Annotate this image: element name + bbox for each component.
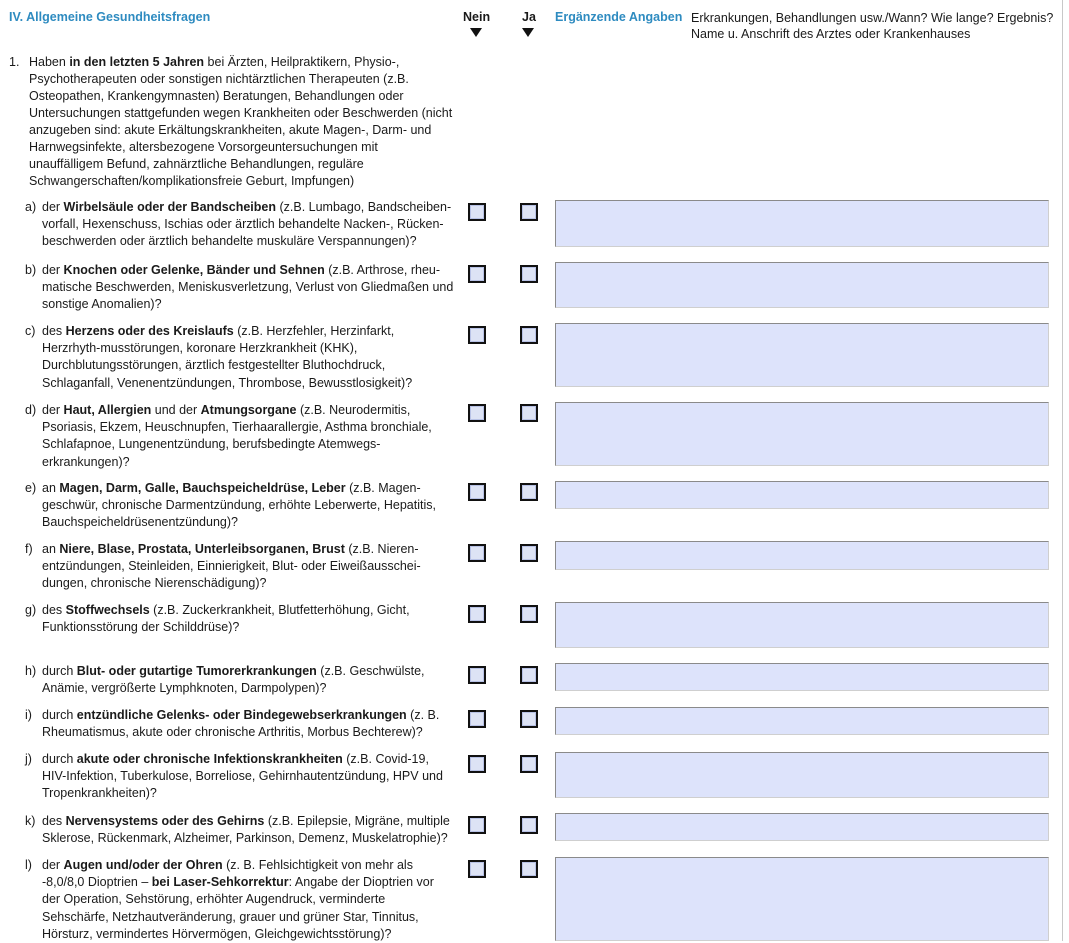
subquestion-j: j) durch akute oder chronische Infektionskrankheiten (z.B. Covid-19, HIV-Infektion, Tuberkulose, Borreliose, Gehirnhautentzündung, HPV und Tropenkrankheiten)?: [25, 752, 443, 801]
subquestion-l: l) der Augen und/oder der Ohren (z. B. Fehlsichtigkeit von mehr als -8,0/8,0 Dioptrien – bei Laser-Sehkorrektur: Angabe der Dioptrien vor der Operation, Sehstörung, erhöhter Augendruck, verminderte Sehschärfe, Netzhautveränderung, grauer und grüner Star, Tinnitus, Hörsturz, vermindertes Hörvermögen, Gleichgewichtsstörung)?: [25, 858, 434, 941]
subquestion-k: k) des Nervensystems oder des Gehirns (z.B. Epilepsie, Migräne, multiple Sklerose, Rückenmark, Alzheimer, Parkinson, Demenz, Muskelatrophie)?: [25, 814, 450, 846]
subquestion-h: h) durch Blut- oder gutartige Tumorerkrankungen (z.B. Geschwülste, Anämie, vergrößerte Lymphknoten, Darmpolypen)?: [25, 664, 425, 696]
checkbox-yes-j[interactable]: [520, 755, 538, 773]
subquestion-b: b) der Knochen oder Gelenke, Bänder und Sehnen (z.B. Arthrose, rheu-matische Beschwerden, Meniskusverletzung, Verlust von Gliedmaßen und sonstige Anomalien)?: [25, 263, 454, 312]
checkbox-no-e[interactable]: [468, 483, 486, 501]
checkbox-yes-k[interactable]: [520, 816, 538, 834]
subquestion-g: g) des Stoffwechsels (z.B. Zuckerkrankheit, Blutfetterhöhung, Gicht, Funktionsstörung der Schilddrüse)?: [25, 603, 410, 635]
checkbox-yes-l[interactable]: [520, 860, 538, 878]
details-field-e[interactable]: [555, 481, 1049, 509]
details-field-a[interactable]: [555, 200, 1049, 247]
checkbox-yes-c[interactable]: [520, 326, 538, 344]
subquestion-a: a) der Wirbelsäule oder der Bandscheiben (z.B. Lumbago, Bandscheiben-vorfall, Hexenschuss, Ischias oder ärztlich behandelte Nacken-, Rücken-beschwerden oder ärztlich behandelte muskuläre Verspannungen)?: [25, 200, 452, 249]
details-field-h[interactable]: [555, 663, 1049, 691]
checkbox-no-d[interactable]: [468, 404, 486, 422]
checkbox-yes-b[interactable]: [520, 265, 538, 283]
checkbox-no-f[interactable]: [468, 544, 486, 562]
column-description: Erkrankungen, Behandlungen usw./Wann? Wie lange? Ergebnis? Name u. Anschrift des Arztes oder Krankenhauses: [691, 11, 1054, 41]
checkbox-yes-h[interactable]: [520, 666, 538, 684]
checkbox-yes-f[interactable]: [520, 544, 538, 562]
checkbox-yes-a[interactable]: [520, 203, 538, 221]
column-header-additional: Ergänzende Angaben: [555, 10, 683, 24]
details-field-j[interactable]: [555, 752, 1049, 798]
question-text: Haben in den letzten 5 Jahren bei Ärzten, Heilpraktikern, Physio-, Psychotherapeuten oder sonstigen nichtärztlichen Therapeuten (z.B. Osteopathen, Krankengymnasten) Beratungen, Behandlungen oder Untersuchungen stattgefunden wegen Krankheiten oder Beschwerden (nicht anzugeben sind: akute Erkältungskrankheiten, akute Magen-, Darm- und Harnwegsinfekte, altersbezogene Vorsorgeuntersuchungen mit unauffälligem Befund, zahnärztliche Behandlungen, reguläre Schwangerschaften/komplikationsfreie Geburt, Impfungen): [29, 55, 453, 188]
checkbox-no-g[interactable]: [468, 605, 486, 623]
right-border-line: [1062, 0, 1063, 941]
checkbox-no-b[interactable]: [468, 265, 486, 283]
arrow-down-icon: [470, 28, 482, 37]
subquestion-d: d) der Haut, Allergien und der Atmungsorgane (z.B. Neurodermitis, Psoriasis, Ekzem, Heuschnupfen, Tierhaarallergie, Asthma bronchiale, Schlafapnoe, Lungenentzündung, berufsbedingte Atemwegs-erkrankungen)?: [25, 403, 432, 469]
details-field-b[interactable]: [555, 262, 1049, 308]
checkbox-no-l[interactable]: [468, 860, 486, 878]
details-field-i[interactable]: [555, 707, 1049, 735]
details-field-f[interactable]: [555, 541, 1049, 570]
checkbox-no-c[interactable]: [468, 326, 486, 344]
subquestion-e: e) an Magen, Darm, Galle, Bauchspeicheldrüse, Leber (z.B. Magen-geschwür, chronische Darmentzündung, erhöhte Leberwerte, Hepatitis, Bauchspeicheldrüsenentzündung)?: [25, 481, 436, 530]
column-header-yes: Ja: [522, 10, 536, 24]
column-header-no: Nein: [463, 10, 491, 24]
checkbox-no-i[interactable]: [468, 710, 486, 728]
checkbox-no-a[interactable]: [468, 203, 486, 221]
checkbox-no-k[interactable]: [468, 816, 486, 834]
question-number: 1.: [9, 55, 20, 69]
details-field-l[interactable]: [555, 857, 1049, 941]
checkbox-no-j[interactable]: [468, 755, 486, 773]
subquestion-c: c) des Herzens oder des Kreislaufs (z.B. Herzfehler, Herzinfarkt, Herzrhyth-musstörungen, koronare Herzkrankheit (KHK), Durchblutungsstörungen, ärztlich festgestellter Bluthochdruck, Schlaganfall, Venenentzündungen, Thrombose, Bewusstlosigkeit)?: [25, 324, 413, 390]
details-field-d[interactable]: [555, 402, 1049, 466]
section-title: IV. Allgemeine Gesundheitsfragen: [9, 10, 211, 24]
details-field-c[interactable]: [555, 323, 1049, 387]
checkbox-yes-i[interactable]: [520, 710, 538, 728]
details-field-k[interactable]: [555, 813, 1049, 841]
subquestion-i: i) durch entzündliche Gelenks- oder Bindegewebserkrankungen (z. B. Rheumatismus, akute oder chronische Arthritis, Morbus Bechterew)?: [25, 708, 440, 740]
checkbox-yes-d[interactable]: [520, 404, 538, 422]
details-field-g[interactable]: [555, 602, 1049, 648]
arrow-down-icon: [522, 28, 534, 37]
subquestion-f: f) an Niere, Blase, Prostata, Unterleibsorganen, Brust (z.B. Nieren-entzündungen, Steinleiden, Einnierigkeit, Blut- oder Eiweißausschei-dungen, chronische Nierenschädigung)?: [25, 542, 421, 591]
question-1: [9, 54, 454, 190]
checkbox-yes-g[interactable]: [520, 605, 538, 623]
checkbox-yes-e[interactable]: [520, 483, 538, 501]
checkbox-no-h[interactable]: [468, 666, 486, 684]
